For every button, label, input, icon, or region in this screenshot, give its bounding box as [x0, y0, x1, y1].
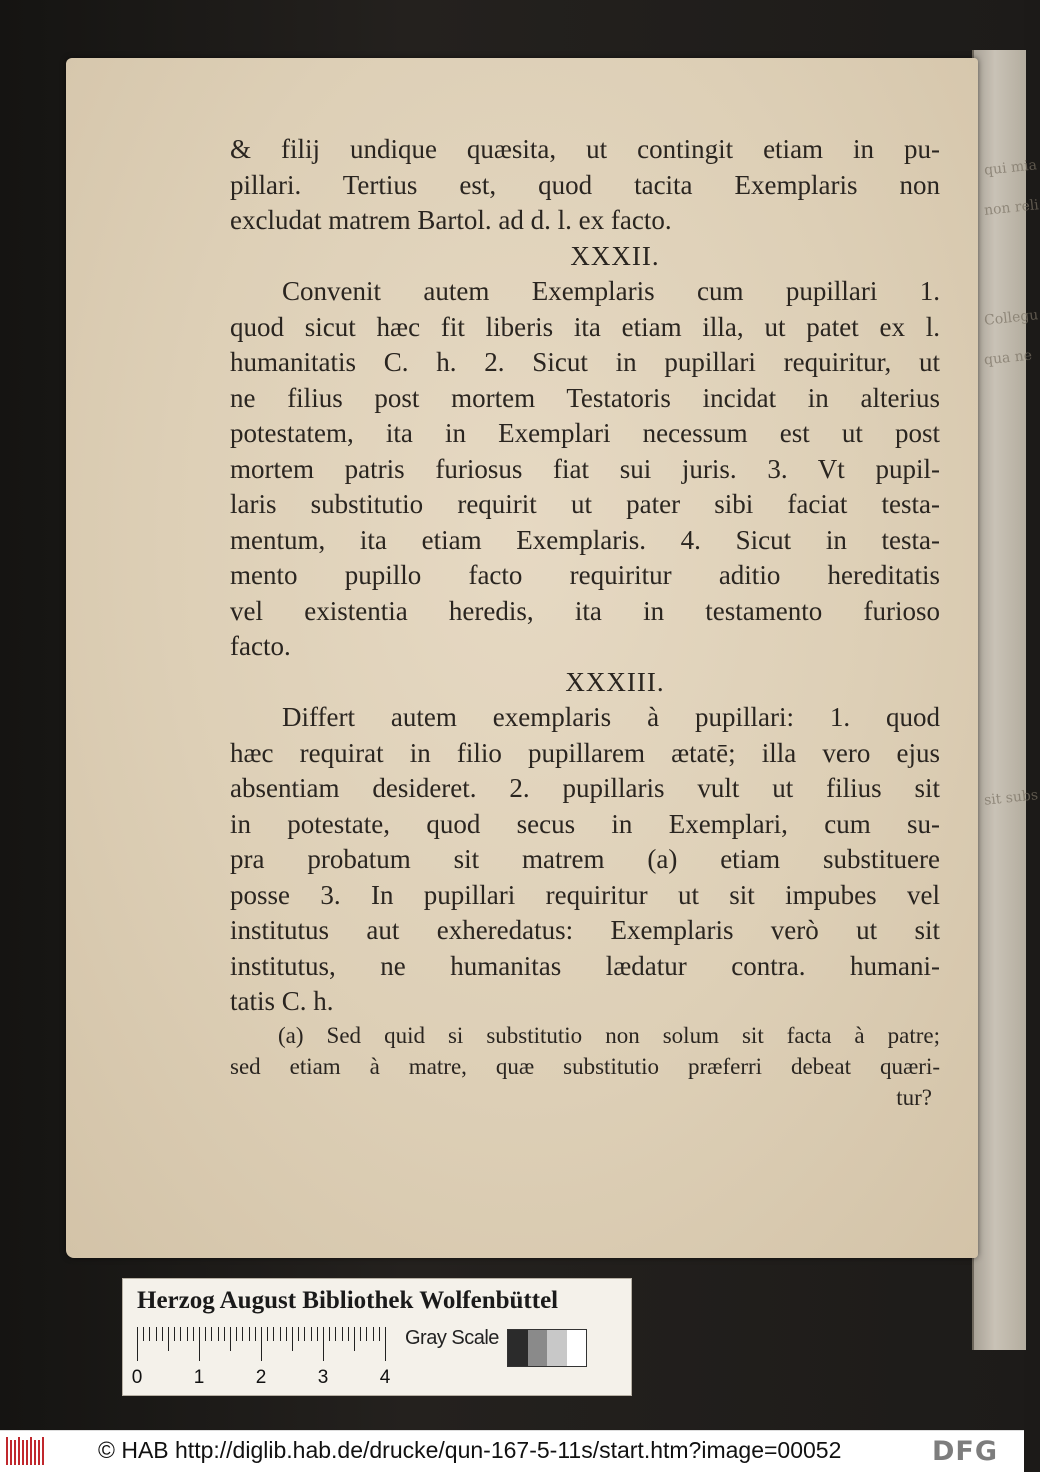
- ruler-tick: [304, 1327, 305, 1341]
- text-line: Differt autem exemplaris à pupillari: 1. quod: [282, 702, 940, 732]
- ruler-tick: [286, 1327, 287, 1341]
- ruler-tick: [236, 1327, 237, 1341]
- logo-bar: [34, 1440, 36, 1465]
- ruler-tick: [298, 1327, 299, 1341]
- adjacent-page-edge: [972, 50, 1040, 1350]
- adjacent-fragment: qui mia: [983, 157, 1038, 179]
- logo-bar: [14, 1440, 16, 1465]
- ruler-tick: [329, 1327, 330, 1341]
- ruler-tick: [360, 1327, 361, 1341]
- ruler-number: 0: [131, 1367, 143, 1388]
- text-line: hæc requirat in filio pupillarem ætatē; illa vero ejus: [230, 737, 940, 768]
- page-text: [230, 132, 940, 1113]
- text-line: mentum, ita etiam Exemplaris. 4. Sicut in testa-: [230, 524, 940, 555]
- section-heading: XXXIII.: [565, 666, 665, 697]
- text-line: pillari. Tertius est, quod tacita Exemplaris non: [230, 169, 940, 200]
- footnote-line: tur?: [896, 1084, 932, 1110]
- scale-ruler: [131, 1327, 391, 1388]
- text-line: vel existentia heredis, ita in testamento furioso: [230, 595, 940, 626]
- text-line: posse 3. In pupillari requiritur ut sit impubes vel: [230, 879, 940, 910]
- ruler-tick: [199, 1327, 200, 1361]
- ruler-tick: [255, 1327, 256, 1341]
- viewer-footer: [0, 1430, 1024, 1472]
- text-line: mortem patris furiosus fiat sui juris. 3. Vt pupil-: [230, 453, 940, 484]
- ruler-tick: [354, 1327, 355, 1351]
- ruler-tick: [149, 1327, 150, 1341]
- ruler-number: 1: [193, 1367, 205, 1388]
- adjacent-fragment: sit subs: [983, 787, 1039, 809]
- text-line: facto.: [230, 631, 291, 661]
- ruler-tick: [137, 1327, 138, 1361]
- source-url[interactable]: © HAB http://diglib.hab.de/drucke/qun-167-5-11s/start.htm?image=00052: [98, 1437, 842, 1463]
- text-line: potestatem, ita in Exemplari necessum est ut post: [230, 418, 940, 448]
- text-line: Convenit autem Exemplaris cum pupillari 1.: [282, 276, 940, 306]
- ruler-tick: [242, 1327, 243, 1341]
- text-line: & filij undique quæsita, ut contingit etiam in pu-: [230, 134, 940, 164]
- ruler-number: 2: [255, 1367, 267, 1388]
- ruler-tick: [218, 1327, 219, 1341]
- ruler-tick: [230, 1327, 231, 1351]
- color-reference-card: [122, 1278, 632, 1396]
- logo-bar: [22, 1440, 24, 1465]
- ruler-tick: [174, 1327, 175, 1341]
- footnote-line: (a) Sed quid si substitutio non solum sit facta à patre;: [278, 1022, 940, 1048]
- ruler-tick: [168, 1327, 169, 1351]
- logo-bar: [26, 1440, 28, 1465]
- text-line: absentiam desideret. 2. pupillaris vult ut filius sit: [230, 773, 940, 803]
- text-line: ne filius post mortem Testatoris incidat in alterius: [230, 382, 940, 413]
- ruler-tick: [280, 1327, 281, 1341]
- paragraph-1: [230, 132, 940, 239]
- ruler-tick: [205, 1327, 206, 1341]
- hab-logo-icon: [6, 1437, 48, 1465]
- ruler-tick: [323, 1327, 324, 1361]
- gray-scale-label: Gray Scale: [405, 1327, 499, 1349]
- ruler-number: 3: [317, 1367, 329, 1388]
- ruler-tick: [348, 1327, 349, 1341]
- ruler-tick: [187, 1327, 188, 1341]
- gray-swatch: [508, 1330, 528, 1366]
- adjacent-fragment: Collegu: [983, 307, 1040, 329]
- library-name: Herzog August Bibliothek Wolfenbüttel: [137, 1287, 559, 1314]
- logo-bar: [6, 1437, 8, 1465]
- logo-bar: [18, 1437, 20, 1465]
- ruler-tick: [373, 1327, 374, 1341]
- ruler-tick: [261, 1327, 262, 1361]
- gray-swatch: [567, 1330, 587, 1366]
- logo-bar: [30, 1437, 32, 1465]
- text-line: quod sicut hæc fit liberis ita etiam illa, ut patet ex l.: [230, 311, 940, 342]
- ruler-tick: [385, 1327, 386, 1361]
- ruler-tick: [317, 1327, 318, 1341]
- ruler-tick: [143, 1327, 144, 1341]
- ruler-tick: [180, 1327, 181, 1341]
- gray-swatch: [528, 1330, 548, 1366]
- text-line: laris substitutio requirit ut pater sibi faciat testa-: [230, 489, 940, 519]
- ruler-tick: [224, 1327, 225, 1341]
- text-line: institutus aut exheredatus: Exemplaris verò ut sit: [230, 915, 940, 945]
- text-line: tatis C. h.: [230, 986, 334, 1016]
- paragraph-3: [230, 700, 940, 1020]
- text-line: pra probatum sit matrem (a) etiam substituere: [230, 844, 940, 874]
- text-line: in potestate, quod secus in Exemplari, cum su-: [230, 808, 940, 839]
- section-heading: XXXII.: [570, 240, 660, 271]
- logo-bar: [42, 1437, 44, 1465]
- ruler-tick: [292, 1327, 293, 1351]
- ruler-tick: [335, 1327, 336, 1341]
- adjacent-fragment: qua ne: [983, 347, 1033, 369]
- footnote: [230, 1020, 940, 1113]
- gray-scale-swatches: [507, 1329, 587, 1367]
- dfg-logo: DFG: [932, 1436, 999, 1467]
- ruler-tick: [379, 1327, 380, 1341]
- ruler-tick: [249, 1327, 250, 1341]
- ruler-tick: [267, 1327, 268, 1341]
- footnote-line: sed etiam à matre, quæ substitutio præferri debeat quæri-: [230, 1053, 940, 1079]
- adjacent-fragment: non reli: [983, 197, 1040, 219]
- ruler-tick: [273, 1327, 274, 1341]
- paragraph-2: [230, 274, 940, 665]
- ruler-tick: [342, 1327, 343, 1341]
- ruler-number: 4: [379, 1367, 391, 1388]
- ruler-tick: [162, 1327, 163, 1341]
- ruler-tick: [211, 1327, 212, 1341]
- text-line: humanitatis C. h. 2. Sicut in pupillari requiritur, ut: [230, 347, 940, 377]
- gray-swatch: [547, 1330, 567, 1366]
- ruler-tick: [366, 1327, 367, 1341]
- logo-bar: [10, 1440, 12, 1465]
- logo-bar: [38, 1440, 40, 1465]
- text-line: institutus, ne humanitas lædatur contra. humani-: [230, 950, 940, 981]
- ruler-tick: [156, 1327, 157, 1341]
- text-line: mento pupillo facto requiritur aditio hereditatis: [230, 560, 940, 590]
- text-line: excludat matrem Bartol. ad d. l. ex facto.: [230, 205, 672, 235]
- ruler-tick: [193, 1327, 194, 1341]
- ruler-tick: [311, 1327, 312, 1341]
